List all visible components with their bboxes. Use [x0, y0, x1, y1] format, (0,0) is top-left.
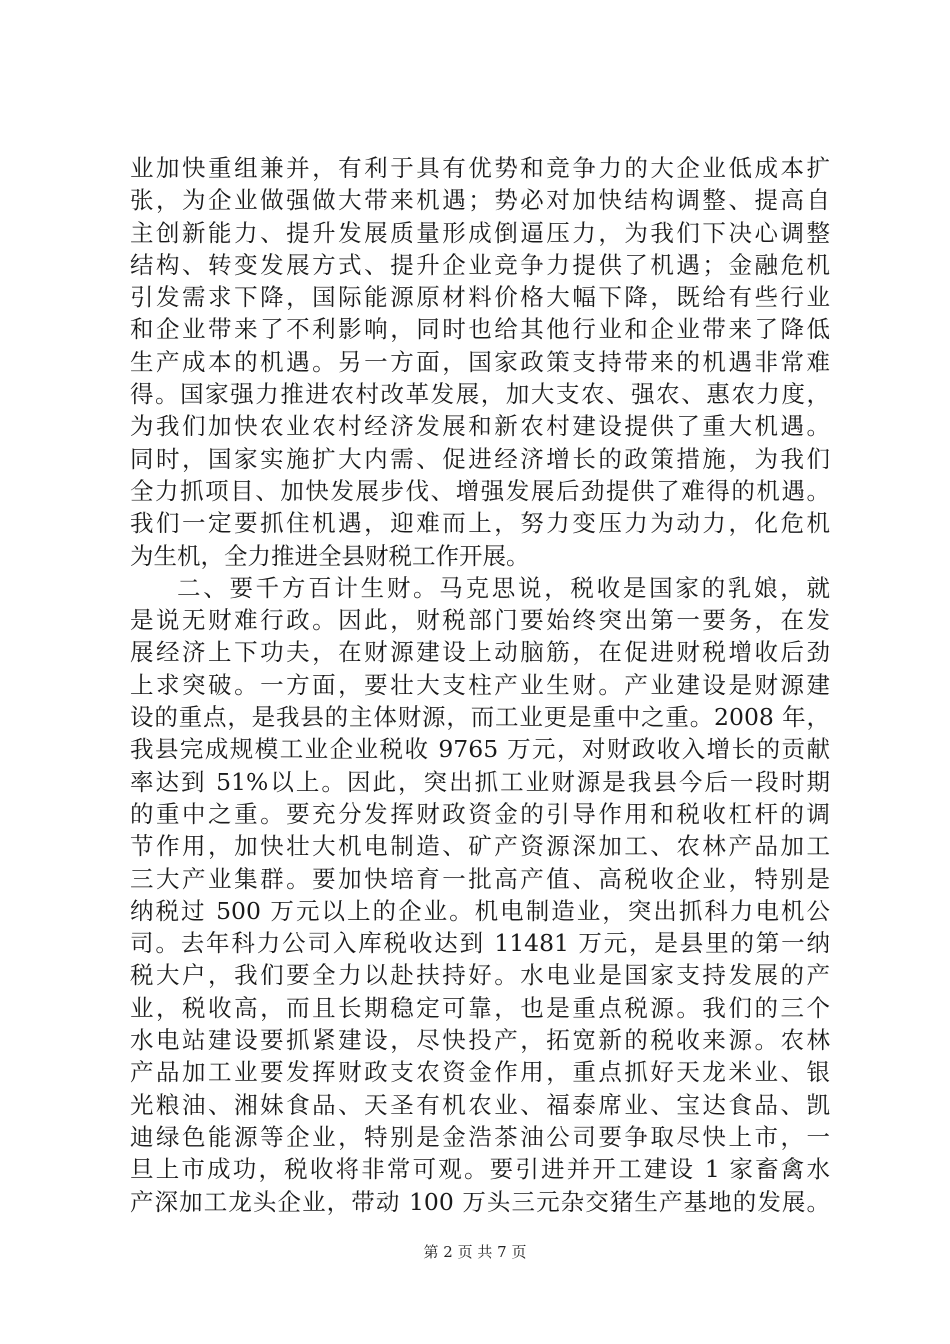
text-line: 光粮油、湘妹食品、天圣有机农业、福泰席业、宝达食品、凯 [130, 1090, 830, 1119]
text-line: 张，为企业做强做大带来机遇；势必对加快结构调整、提高自 [130, 186, 830, 215]
text-line: 引发需求下降，国际能源原材料价格大幅下降，既给有些行业 [130, 283, 830, 312]
text-line: 产深加工龙头企业，带动 100 万头三元杂交猪生产基地的发展。 [130, 1187, 830, 1216]
text-line: 主创新能力、提升发展质量形成倒逼压力，为我们下决心调整 [130, 218, 830, 247]
text-line: 节作用，加快壮大机电制造、矿产资源深加工、农林产品加工 [130, 832, 830, 861]
text-line: 生产成本的机遇。另一方面，国家政策支持带来的机遇非常难 [130, 347, 830, 376]
text-line: 设的重点，是我县的主体财源，而工业更是重中之重。2008 年， [130, 703, 830, 732]
text-line: 三大产业集群。要加快培育一批高产值、高税收企业，特别是 [130, 864, 830, 893]
text-line: 司。去年科力公司入库税收达到 11481 万元，是县里的第一纳 [130, 929, 830, 958]
page-footer: 第 2 页 共 7 页 [423, 1243, 527, 1261]
text-line: 业，税收高，而且长期稳定可靠，也是重点税源。我们的三个 [130, 993, 830, 1022]
text-line: 纳税过 500 万元以上的企业。机电制造业，突出抓科力电机公 [130, 896, 830, 925]
text-line: 和企业带来了不利影响，同时也给其他行业和企业带来了降低 [130, 315, 830, 344]
text-line: 的重中之重。要充分发挥财政资金的引导作用和税收杠杆的调 [130, 799, 830, 828]
text-line: 产品加工业要发挥财政支农资金作用，重点抓好天龙米业、银 [130, 1058, 830, 1087]
text-line: 税大户，我们要全力以赴扶持好。水电业是国家支持发展的产 [130, 961, 830, 990]
text-line: 展经济上下功夫，在财源建设上动脑筋，在促进财税增收后劲 [130, 638, 830, 667]
text-line: 为我们加快农业农村经济发展和新农村建设提供了重大机遇。 [130, 412, 830, 441]
text-line: 旦上市成功，税收将非常可观。要引进并开工建设 1 家畜禽水 [130, 1155, 830, 1184]
text-line: 全力抓项目、加快发展步伐、增强发展后劲提供了难得的机遇。 [130, 476, 830, 505]
body-text [130, 152, 830, 1218]
text-line: 结构、转变发展方式、提升企业竞争力提供了机遇；金融危机 [130, 250, 830, 279]
text-line: 我县完成规模工业企业税收 9765 万元，对财政收入增长的贡献 [130, 735, 830, 764]
text-line: 水电站建设要抓紧建设，尽快投产，拓宽新的税收来源。农林 [130, 1026, 830, 1055]
text-line: 上求突破。一方面，要壮大支柱产业生财。产业建设是财源建 [130, 670, 830, 699]
text-line: 得。国家强力推进农村改革发展，加大支农、强农、惠农力度， [130, 380, 830, 409]
text-line: 迪绿色能源等企业，特别是金浩茶油公司要争取尽快上市，一 [130, 1122, 830, 1151]
text-line: 二、要千方百计生财。马克思说，税收是国家的乳娘，就 [177, 573, 830, 602]
text-line: 同时，国家实施扩大内需、促进经济增长的政策措施，为我们 [130, 444, 830, 473]
text-line: 为生机，全力推进全县财税工作开展。 [130, 541, 530, 570]
text-line: 我们一定要抓住机遇，迎难而上，努力变压力为动力，化危机 [130, 509, 830, 538]
text-line: 率达到 51%以上。因此，突出抓工业财源是我县今后一段时期 [130, 767, 830, 796]
text-line: 是说无财难行政。因此，财税部门要始终突出第一要务，在发 [130, 606, 830, 635]
text-line: 业加快重组兼并，有利于具有优势和竞争力的大企业低成本扩 [130, 154, 830, 182]
